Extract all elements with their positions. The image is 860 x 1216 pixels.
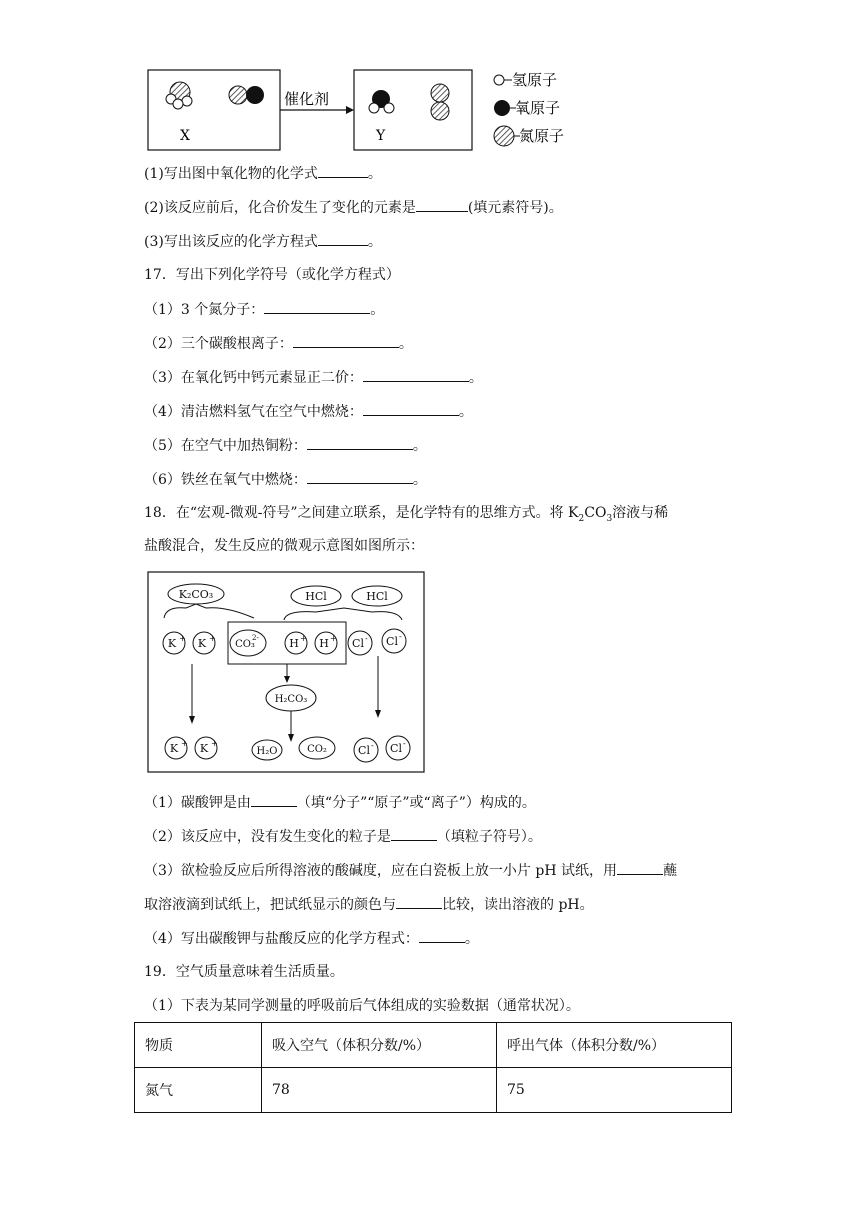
answer-blank[interactable] [318,231,368,246]
gas-composition-table [134,1022,732,1113]
answer-blank[interactable] [264,299,370,314]
legend-nitrogen-icon [494,126,514,146]
label-x: X [180,128,190,144]
svg-text:Cl: Cl [352,637,364,650]
q18-part3-line2: 取溶液滴到试纸上，把试纸显示的颜色与 比较，读出溶液的 pH。 [144,894,594,915]
q17-item-2: （2）三个碳酸根离子： 。 [144,333,413,354]
q19-part1: （1）下表为某同学测量的呼吸前后气体组成的实验数据（通常状况）。 [144,998,580,1014]
table-header: 物质 [135,1023,262,1068]
table-cell: 78 [262,1068,497,1113]
q17-item-6: （6）铁丝在氧气中燃烧： 。 [144,469,427,490]
table-header-row [135,1023,732,1068]
answer-blank[interactable] [293,333,399,348]
legend-hydrogen-label: 氢原子 [512,71,558,89]
svg-text:H: H [289,637,299,650]
legend-hydrogen-icon [494,75,504,85]
catalyst-label: 催化剂 [284,90,330,108]
q17-item-1: （1）3 个氮分子： 。 [144,299,384,320]
q16-part3: (3)写出该反应的化学方程式 。 [144,231,382,252]
svg-text:+: + [330,634,337,643]
svg-text:+: + [179,634,186,643]
answer-blank[interactable] [617,860,663,875]
oxygen-atom-icon [246,86,264,104]
svg-text:Cl: Cl [386,635,398,648]
hydrogen-atom-icon [384,103,394,113]
q16-part1: (1)写出图中氧化物的化学式 。 [144,163,382,184]
nitrogen-atom-icon [431,84,449,102]
legend-oxygen-label: 氧原子 [515,99,561,117]
q18-part4: （4）写出碳酸钾与盐酸反应的化学方程式： 。 [144,928,479,949]
svg-text:+: + [209,634,216,643]
svg-text:+: + [181,739,188,748]
svg-text:CO₃: CO₃ [235,639,255,650]
svg-text:-: - [403,739,406,748]
svg-text:-: - [399,632,402,641]
svg-text:H₂O: H₂O [256,746,278,757]
ion-reaction-diagram [146,570,428,776]
svg-text:K: K [169,742,179,755]
answer-blank[interactable] [363,401,459,416]
hydrogen-atom-icon [182,96,192,106]
answer-blank[interactable] [363,367,469,382]
svg-text:K: K [199,742,209,755]
svg-text:H: H [319,637,329,650]
answer-blank[interactable] [318,163,368,178]
svg-text:K: K [167,637,177,650]
answer-blank[interactable] [307,469,413,484]
nitrogen-atom-icon [229,86,247,104]
box-x [148,70,280,150]
svg-text:2-: 2- [252,634,259,642]
q16-part2: (2)该反应前后，化合价发生了变化的元素是 (填元素符号)。 [144,197,563,218]
legend-oxygen-icon [494,100,510,116]
hcl-label: HCl [366,590,388,603]
svg-text:-: - [365,634,368,643]
nitrogen-atom-icon [431,102,449,120]
q18-intro-line2: 盐酸混合，发生反应的微观示意图如图所示： [144,538,424,554]
table-cell: 75 [497,1068,732,1113]
table-row [135,1068,732,1113]
svg-text:Cl: Cl [358,744,370,757]
answer-blank[interactable] [396,894,442,909]
q17-item-4: （4）清洁燃料氢气在空气中燃烧： 。 [144,401,473,422]
answer-blank[interactable] [391,826,437,841]
svg-text:K: K [197,637,207,650]
svg-text:Cl: Cl [390,742,402,755]
hydrogen-atom-icon [173,99,183,109]
answer-blank[interactable] [419,928,465,943]
legend-nitrogen-label: 氮原子 [519,127,565,145]
hydrogen-atom-icon [369,103,379,113]
q17-item-3: （3）在氧化钙中钙元素显正二价： 。 [144,367,483,388]
q18-part2: （2）该反应中，没有发生变化的粒子是 （填粒子符号）。 [144,826,542,847]
reaction-figure [140,62,600,158]
q18-part1: （1）碳酸钾是由 （填“分子”“原子”或“离子”）构成的。 [144,792,536,813]
q18-part3-line1: （3）欲检验反应后所得溶液的酸碱度，应在白瓷板上放一小片 pH 试纸，用 蘸 [144,860,677,881]
q17-title: 17．写出下列化学符号（或化学方程式） [144,267,400,283]
svg-text:+: + [300,634,307,643]
q18-intro-line1: 18．在“宏观-微观-符号”之间建立联系，是化学特有的思维方式。将 $K_2CO_3$溶液与稀 [144,505,669,524]
label-y: Y [376,128,386,144]
svg-text:-: - [371,741,374,750]
table-header: 呼出气体（体积分数/%） [497,1023,732,1068]
answer-blank[interactable] [307,435,413,450]
svg-text:H₂CO₃: H₂CO₃ [274,694,308,705]
table-header: 吸入空气（体积分数/%） [262,1023,497,1068]
svg-text:+: + [211,739,218,748]
svg-text:CO₂: CO₂ [307,744,327,755]
answer-blank[interactable] [416,197,468,212]
q19-title: 19．空气质量意味着生活质量。 [144,964,344,980]
hcl-label: HCl [305,590,327,603]
q17-item-5: （5）在空气中加热铜粉： 。 [144,435,427,456]
answer-blank[interactable] [251,792,297,807]
table-cell: 氮气 [135,1068,262,1113]
k2co3-label: K₂CO₃ [178,588,214,601]
